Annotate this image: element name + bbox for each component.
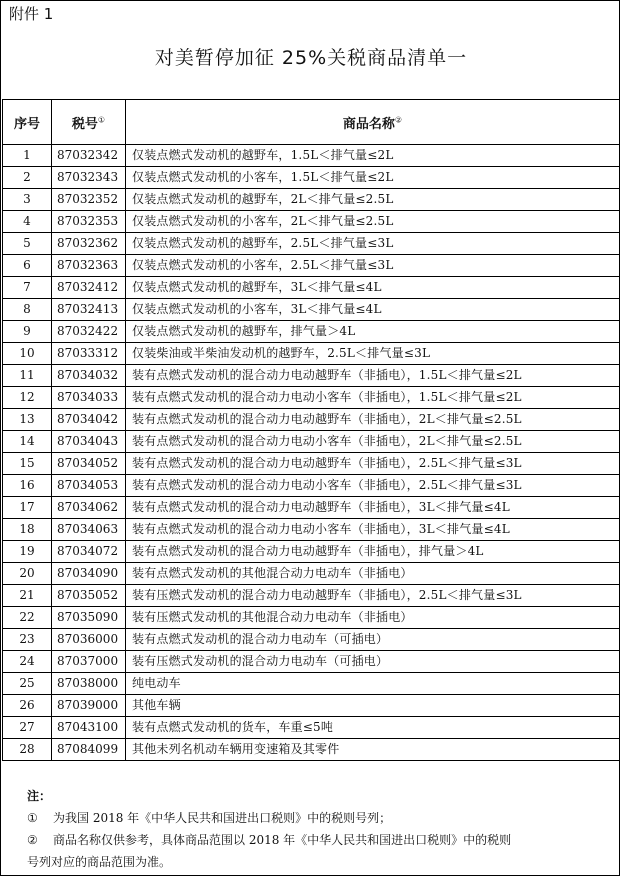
tariff-code: 87039000 xyxy=(52,695,126,717)
table-body xyxy=(3,145,620,761)
table-row xyxy=(3,321,620,343)
row-number: 25 xyxy=(3,673,52,695)
row-number: 5 xyxy=(3,233,52,255)
tariff-code: 87034052 xyxy=(52,453,126,475)
tariff-code: 87032342 xyxy=(52,145,126,167)
table-row xyxy=(3,387,620,409)
product-name: 仅装点燃式发动机的小客车，3L＜排气量≤4L xyxy=(126,299,620,321)
row-number: 19 xyxy=(3,541,52,563)
product-name: 装有点燃式发动机的混合动力电动越野车（非插电），3L＜排气量≤4L xyxy=(126,497,620,519)
header-name-footnote-mark: ② xyxy=(394,115,403,125)
row-number: 9 xyxy=(3,321,52,343)
tariff-code: 87043100 xyxy=(52,717,126,739)
tariff-code: 87034033 xyxy=(52,387,126,409)
row-number: 24 xyxy=(3,651,52,673)
row-number: 16 xyxy=(3,475,52,497)
product-name: 装有点燃式发动机的混合动力电动车（可插电） xyxy=(126,629,620,651)
row-number: 6 xyxy=(3,255,52,277)
row-number: 7 xyxy=(3,277,52,299)
product-name: 装有压燃式发动机的混合动力电动越野车（非插电），2.5L＜排气量≤3L xyxy=(126,585,620,607)
header-code-label: 税号 xyxy=(71,116,98,132)
row-number: 20 xyxy=(3,563,52,585)
row-number: 8 xyxy=(3,299,52,321)
table-row xyxy=(3,717,620,739)
table-row xyxy=(3,475,620,497)
product-name: 仅装柴油或半柴油发动机的越野车，2.5L＜排气量≤3L xyxy=(126,343,620,365)
tariff-code: 87032422 xyxy=(52,321,126,343)
table-row xyxy=(3,651,620,673)
row-number: 17 xyxy=(3,497,52,519)
table-row xyxy=(3,277,620,299)
table-row xyxy=(3,233,620,255)
table-row xyxy=(3,189,620,211)
product-name: 装有压燃式发动机的混合动力电动车（可插电） xyxy=(126,651,620,673)
footnote-2 xyxy=(27,829,612,851)
row-number: 4 xyxy=(3,211,52,233)
footnote-2-marker: ② xyxy=(27,833,38,847)
table-row xyxy=(3,497,620,519)
table-row xyxy=(3,695,620,717)
footnote-1-marker: ① xyxy=(27,811,38,825)
row-number: 13 xyxy=(3,409,52,431)
tariff-code: 87033312 xyxy=(52,343,126,365)
tariff-code: 87032362 xyxy=(52,233,126,255)
tariff-code: 87032363 xyxy=(52,255,126,277)
table-row xyxy=(3,365,620,387)
product-name: 装有点燃式发动机的混合动力电动小客车（非插电），1.5L＜排气量≤2L xyxy=(126,387,620,409)
table-row xyxy=(3,739,620,761)
header-no-label: 序号 xyxy=(13,116,40,132)
row-number: 12 xyxy=(3,387,52,409)
tariff-list-table xyxy=(2,99,620,761)
product-name: 装有点燃式发动机的混合动力电动小客车（非插电），2L＜排气量≤2.5L xyxy=(126,431,620,453)
row-number: 18 xyxy=(3,519,52,541)
table-row xyxy=(3,563,620,585)
product-name: 装有压燃式发动机的其他混合动力电动车（非插电） xyxy=(126,607,620,629)
row-number: 14 xyxy=(3,431,52,453)
table-row xyxy=(3,431,620,453)
row-number: 23 xyxy=(3,629,52,651)
table-row xyxy=(3,519,620,541)
row-number: 15 xyxy=(3,453,52,475)
header-no xyxy=(3,100,52,145)
product-name: 装有点燃式发动机的混合动力电动小客车（非插电），3L＜排气量≤4L xyxy=(126,519,620,541)
tariff-code: 87032352 xyxy=(52,189,126,211)
tariff-code: 87034053 xyxy=(52,475,126,497)
tariff-code: 87036000 xyxy=(52,629,126,651)
tariff-code: 87034062 xyxy=(52,497,126,519)
tariff-code: 87037000 xyxy=(52,651,126,673)
product-name: 其他未列名机动车辆用变速箱及其零件 xyxy=(126,739,620,761)
header-name-label: 商品名称 xyxy=(342,116,395,132)
page-title: 对美暂停加征 25%关税商品清单一 xyxy=(154,47,468,69)
product-name: 装有点燃式发动机的货车，车重≤5吨 xyxy=(126,717,620,739)
row-number: 10 xyxy=(3,343,52,365)
tariff-code: 87035090 xyxy=(52,607,126,629)
tariff-code: 87034043 xyxy=(52,431,126,453)
footnote-1-text: 为我国 2018 年《中华人民共和国进出口税则》中的税则号列； xyxy=(53,811,392,825)
product-name: 装有点燃式发动机的混合动力电动小客车（非插电），2.5L＜排气量≤3L xyxy=(126,475,620,497)
table-row xyxy=(3,409,620,431)
row-number: 21 xyxy=(3,585,52,607)
row-number: 26 xyxy=(3,695,52,717)
tariff-code: 87034072 xyxy=(52,541,126,563)
tariff-code: 87032343 xyxy=(52,167,126,189)
table-row xyxy=(3,607,620,629)
tariff-code: 87084099 xyxy=(52,739,126,761)
header-code xyxy=(52,100,126,145)
footnote-1 xyxy=(27,807,612,829)
product-name: 装有点燃式发动机的其他混合动力电动车（非插电） xyxy=(126,563,620,585)
product-name: 其他车辆 xyxy=(126,695,620,717)
table-row xyxy=(3,167,620,189)
product-name: 仅装点燃式发动机的越野车，3L＜排气量≤4L xyxy=(126,277,620,299)
header-name xyxy=(126,100,620,145)
footnote-2-text: 商品名称仅供参考，具体商品范围以 2018 年《中华人民共和国进出口税则》中的税则 xyxy=(53,833,512,847)
product-name: 装有点燃式发动机的混合动力电动越野车（非插电），排气量＞4L xyxy=(126,541,620,563)
product-name: 仅装点燃式发动机的小客车，2.5L＜排气量≤3L xyxy=(126,255,620,277)
tariff-code: 87032353 xyxy=(52,211,126,233)
header-code-footnote-mark: ① xyxy=(97,115,106,125)
tariff-code: 87032412 xyxy=(52,277,126,299)
table-row xyxy=(3,453,620,475)
product-name: 仅装点燃式发动机的越野车，1.5L＜排气量≤2L xyxy=(126,145,620,167)
row-number: 2 xyxy=(3,167,52,189)
tariff-code: 87034063 xyxy=(52,519,126,541)
table-header-row xyxy=(3,100,620,145)
product-name: 装有点燃式发动机的混合动力电动越野车（非插电），1.5L＜排气量≤2L xyxy=(126,365,620,387)
attachment-label: 附件 1 xyxy=(9,5,54,23)
table-row xyxy=(3,343,620,365)
row-number: 22 xyxy=(3,607,52,629)
table-row xyxy=(3,255,620,277)
row-number: 27 xyxy=(3,717,52,739)
tariff-code: 87038000 xyxy=(52,673,126,695)
table-row xyxy=(3,145,620,167)
table-row xyxy=(3,299,620,321)
row-number: 28 xyxy=(3,739,52,761)
product-name: 纯电动车 xyxy=(126,673,620,695)
row-number: 1 xyxy=(3,145,52,167)
tariff-code: 87034042 xyxy=(52,409,126,431)
product-name: 装有点燃式发动机的混合动力电动越野车（非插电），2L＜排气量≤2.5L xyxy=(126,409,620,431)
table-row xyxy=(3,629,620,651)
product-name: 仅装点燃式发动机的小客车，1.5L＜排气量≤2L xyxy=(126,167,620,189)
table-row xyxy=(3,211,620,233)
product-name: 装有点燃式发动机的混合动力电动越野车（非插电），2.5L＜排气量≤3L xyxy=(126,453,620,475)
footnotes xyxy=(27,785,612,873)
product-name: 仅装点燃式发动机的越野车，排气量＞4L xyxy=(126,321,620,343)
product-name: 仅装点燃式发动机的越野车，2.5L＜排气量≤3L xyxy=(126,233,620,255)
product-name: 仅装点燃式发动机的小客车，2L＜排气量≤2.5L xyxy=(126,211,620,233)
tariff-code: 87034032 xyxy=(52,365,126,387)
footnote-2-continuation: 号列对应的商品范围为准。 xyxy=(27,855,172,869)
product-name: 仅装点燃式发动机的越野车，2L＜排气量≤2.5L xyxy=(126,189,620,211)
notes-heading: 注： xyxy=(27,789,52,803)
row-number: 11 xyxy=(3,365,52,387)
table-row xyxy=(3,673,620,695)
tariff-code: 87035052 xyxy=(52,585,126,607)
tariff-code: 87032413 xyxy=(52,299,126,321)
tariff-code: 87034090 xyxy=(52,563,126,585)
table-row xyxy=(3,585,620,607)
table-row xyxy=(3,541,620,563)
row-number: 3 xyxy=(3,189,52,211)
